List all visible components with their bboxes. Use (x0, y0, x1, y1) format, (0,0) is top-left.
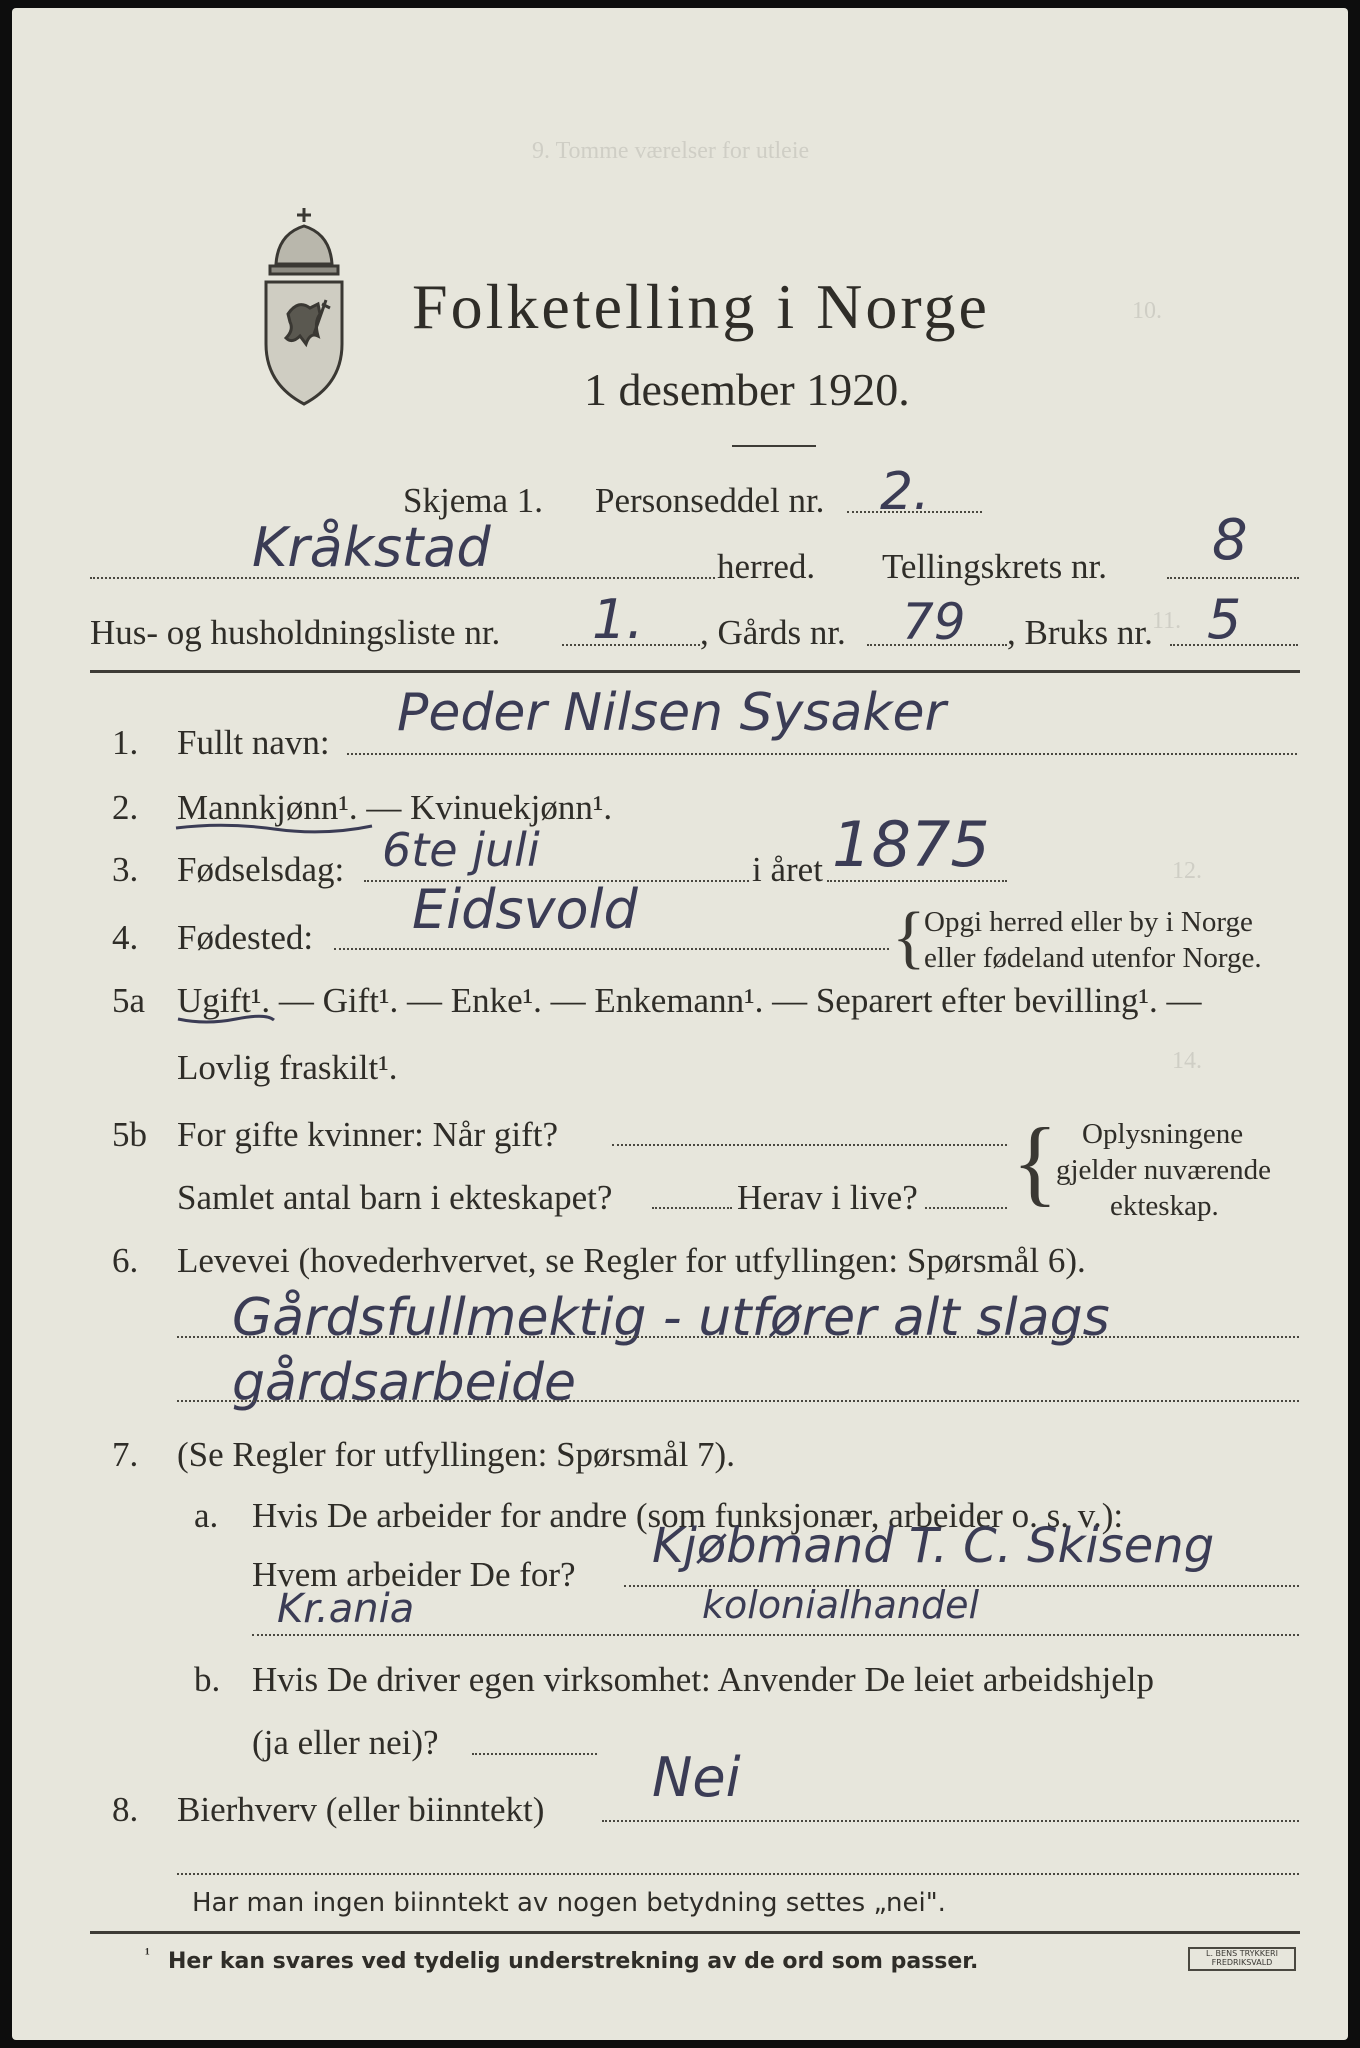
q7a-label: Hvis De arbeider for andre (som funksjonær, arbeider o. s. v.): (252, 1496, 1124, 1535)
q7-number: 7. (112, 1435, 139, 1474)
q4-note-line2: eller fødeland utenfor Norge. (924, 942, 1262, 974)
q5b-note-line1: Oplysningene (1082, 1118, 1244, 1150)
gender-options[interactable]: Mannkjønn¹. — Kvinuekjønn¹. (177, 788, 613, 827)
marital-status-options-2[interactable]: Lovlig fraskilt¹. (177, 1048, 398, 1087)
tellingskrets-value[interactable]: 8 (1212, 508, 1248, 573)
employer-business-value[interactable]: kolonialhandel (702, 1583, 980, 1627)
employer-value[interactable]: Kjøbmand T. C. Skiseng (652, 1518, 1215, 1574)
footer-note: Har man ingen biinntekt av nogen betydning settes „nei". (192, 1888, 946, 1918)
printer-stamp: L. BENS TRYKKERI FREDRIKSVALD (1188, 1947, 1296, 1971)
husholdningsliste-label: Hus- og husholdningsliste nr. (90, 613, 501, 652)
q3-year-label: i året (752, 850, 823, 889)
herred-value[interactable]: Kråkstad (252, 516, 491, 579)
q7b-answer-label: (ja eller nei)? (252, 1723, 439, 1762)
form-date: 1 desember 1920. (584, 364, 910, 415)
q5b-label: For gifte kvinner: Når gift? (177, 1115, 559, 1154)
q5b-children-label: Samlet antal barn i ekteskapet? (177, 1178, 613, 1217)
q4-number: 4. (112, 918, 139, 957)
bruks-value[interactable]: 5 (1207, 588, 1242, 651)
q3-number: 3. (112, 850, 139, 889)
q1-label: Fullt navn: (177, 723, 330, 762)
q2-number: 2. (112, 788, 139, 827)
q5b-married-line (612, 1144, 1007, 1146)
q1-number: 1. (112, 723, 139, 762)
gards-label: , Gårds nr. (700, 613, 846, 652)
show-through-text: 11. (1152, 608, 1182, 634)
show-through-text: 9. Tomme værelser for utleie (532, 138, 810, 164)
q4-label: Fødested: (177, 918, 314, 957)
footer-divider (90, 1931, 1300, 1934)
q5b-note-line2: gjelder nuværende (1056, 1154, 1272, 1186)
form-title: Folketelling i Norge (412, 271, 990, 342)
q5b-number: 5b (112, 1115, 147, 1154)
side-income-value[interactable]: Nei (652, 1746, 741, 1809)
q7b-marker: b. (194, 1660, 221, 1699)
census-form-sheet (12, 8, 1348, 2040)
q6-field-line2 (177, 1400, 1299, 1402)
q7a-marker: a. (194, 1496, 219, 1535)
employer-place-value[interactable]: Kr.ania (277, 1586, 415, 1632)
mannkjonn-underline (174, 820, 374, 836)
q4-field-line (334, 948, 889, 950)
q7-label: (Se Regler for utfyllingen: Spørsmål 7). (177, 1435, 735, 1474)
occupation-value-line2[interactable]: gårdsarbeide (232, 1353, 577, 1413)
q7a-employer-line2 (252, 1634, 1299, 1636)
skjema-label: Skjema 1. (403, 481, 543, 520)
occupation-value-line1[interactable]: Gårdsfullmektig - utfører alt slags (232, 1288, 1110, 1348)
q4-note-line1: Opgi herred eller by i Norge (924, 906, 1253, 938)
q6-label: Levevei (hovederhvervet, se Regler for utfyllingen: Spørsmål 6). (177, 1241, 1086, 1280)
birthplace-value[interactable]: Eidsvold (412, 878, 638, 941)
show-through-text: 14. (1172, 1048, 1202, 1074)
q8-field-line (602, 1820, 1299, 1822)
tellingskrets-field-line (1167, 577, 1299, 579)
q7a-employer-label: Hvem arbeider De for? (252, 1555, 576, 1594)
q7b-label: Hvis De driver egen virksomhet: Anvender De leiet arbeidshjelp (252, 1660, 1154, 1699)
q6-field-line1 (177, 1336, 1299, 1338)
q1-field-line (347, 753, 1297, 755)
footnote-mark: ¹ (145, 1946, 150, 1963)
show-through-text: 12. (1172, 858, 1202, 884)
q8-label: Bierhverv (eller biinntekt) (177, 1790, 545, 1829)
q3-label: Fødselsdag: (177, 850, 345, 889)
q5b-children-line (652, 1207, 732, 1209)
q5b-note-line3: ekteskap. (1110, 1190, 1219, 1222)
q6-number: 6. (112, 1241, 139, 1280)
gards-value[interactable]: 79 (902, 593, 966, 651)
divider (732, 445, 816, 447)
q4-bracket: { (892, 899, 926, 976)
show-through-text: 10. (1132, 298, 1162, 324)
husholdningsliste-value[interactable]: 1. (592, 588, 644, 651)
norway-coat-of-arms-icon (248, 204, 360, 410)
tellingskrets-label: Tellingskrets nr. (882, 547, 1108, 586)
herred-label: herred. (717, 547, 816, 586)
q5b-bracket: { (1012, 1108, 1059, 1215)
marital-status-options[interactable]: Ugift¹. — Gift¹. — Enke¹. — Enkemann¹. — Separert efter bevilling¹. — (177, 981, 1202, 1020)
ugift-underline (176, 1013, 276, 1027)
birth-year-value[interactable]: 1875 (832, 808, 990, 881)
bruks-label: , Bruks nr. (1007, 613, 1153, 652)
q5b-alive-line (925, 1207, 1007, 1209)
q5b-alive-label: Herav i live? (737, 1178, 918, 1217)
extra-field-line (177, 1873, 1299, 1875)
personseddel-label: Personseddel nr. (595, 481, 825, 520)
footnote: Her kan svares ved tydelig understrekning av de ord som passer. (168, 1949, 979, 1974)
personseddel-value[interactable]: 2. (880, 462, 930, 522)
birthdate-value[interactable]: 6te juli (382, 823, 540, 877)
section-divider (90, 670, 1300, 673)
q8-number: 8. (112, 1790, 139, 1829)
q5a-number: 5a (112, 981, 146, 1020)
q7b-answer-line (472, 1753, 597, 1755)
full-name-value[interactable]: Peder Nilsen Sysaker (397, 683, 946, 743)
